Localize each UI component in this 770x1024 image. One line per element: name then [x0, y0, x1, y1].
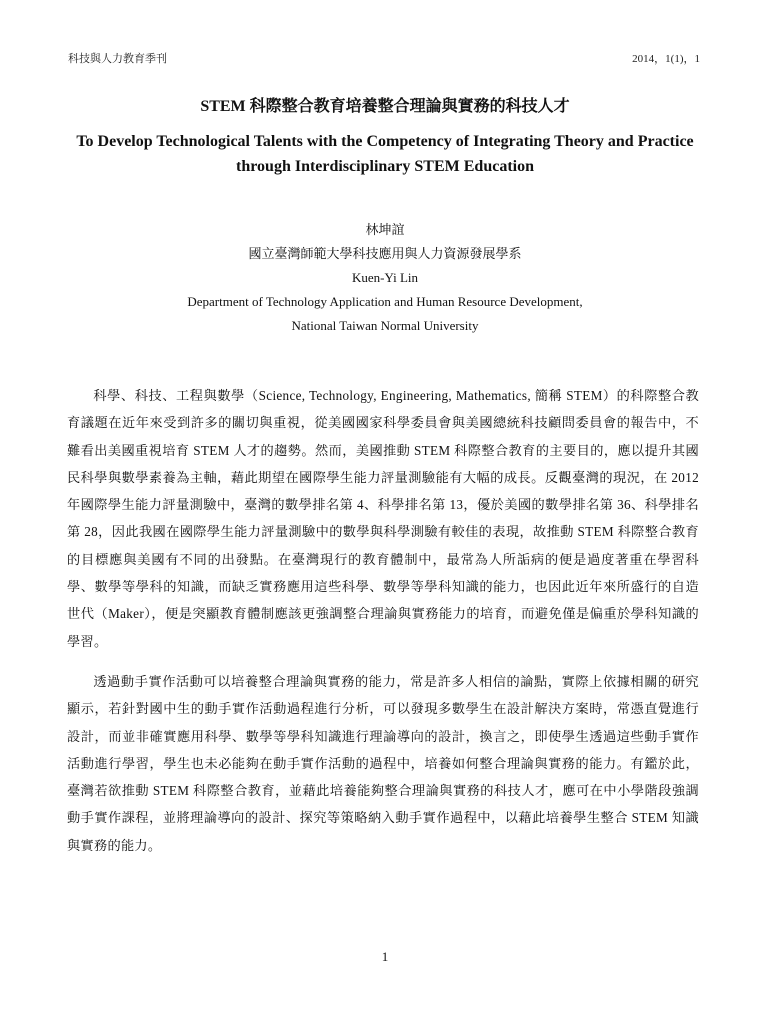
author-name-english: Kuen-Yi Lin	[351, 270, 419, 285]
citation-info: 2014，1(1)，1	[632, 53, 700, 65]
article-body	[67, 382, 699, 859]
page-number: 1	[381, 949, 389, 964]
journal-name: 科技與人力教育季刊	[68, 53, 167, 65]
body-paragraph: 科學、科技、工程與數學（Science, Technology, Engineering, Mathematics, 簡稱 STEM）的科際整合教育議題在近年來受到許多的關切與重視，從美國國家科學委員會與美國總統科技顧問委員會的報告中，不難看出美國重視培育 STEM 人才的趨勢。然而，美國推動 STEM 科際整合教育的主要目的，應以提升其國民科學與數學素養為主軸，藉此期望在國際學生能力評量測驗能有大幅的成長。反觀臺灣的現況，在 2012 年國際學生能力評量測驗中，臺灣的數學排名第 4、科學排名第 13，優於美國的數學排名第 36、科學排名第 28，因此我國在國際學生能力評量測驗中的數學與科學測驗有較佳的表現，故推動 STEM 科際整合教育的目標應與美國有不同的出發點。在臺灣現行的教育體制中，最常為人所詬病的便是過度著重在學習科學、數學等學科的知識，而缺乏實務應用這些科學、數學等學科知識的能力，也因此近年來所盛行的自造世代（Maker），便是突顯教育體制應該更強調整合理論與實務能力的培育，而避免僅是偏重於學科知識的學習。	[67, 388, 699, 649]
title-english: To Develop Technological Talents with the Competency of Integrating Theory and Practice through Interdisciplinary STEM Education	[76, 133, 694, 175]
running-header	[68, 52, 700, 66]
author-block	[60, 218, 710, 338]
title-block	[60, 97, 710, 179]
body-paragraph: 透過動手實作活動可以培養整合理論與實務的能力，常是許多人相信的論點，實際上依據相關的研究顯示，若針對國中生的動手實作活動過程進行分析，可以發現多數學生在設計解決方案時，常憑直覺進行設計，而並非確實應用科學、數學等學科知識進行理論導向的設計，換言之，即使學生透過這些動手實作活動進行學習，學生也未必能夠在動手實作活動的過程中，培養如何整合理論與實務的能力。有鑑於此，臺灣若欲推動 STEM 科際整合教育，並藉此培養能夠整合理論與實務的科技人才，應可在中小學階段強調動手實作課程，並將理論導向的設計、探究等策略納入動手實作過程中，以藉此培養學生整合 STEM 知識與實務的能力。	[67, 673, 699, 853]
author-name-chinese: 林坤誼	[365, 222, 405, 237]
affiliation-chinese: 國立臺灣師範大學科技應用與人力資源發展學系	[248, 246, 522, 261]
title-chinese: STEM 科際整合教育培養整合理論與實務的科技人才	[200, 98, 570, 115]
affiliation-english-line1: Department of Technology Application and Human Resource Development,	[187, 294, 583, 309]
affiliation-english-line2: National Taiwan Normal University	[291, 318, 479, 333]
